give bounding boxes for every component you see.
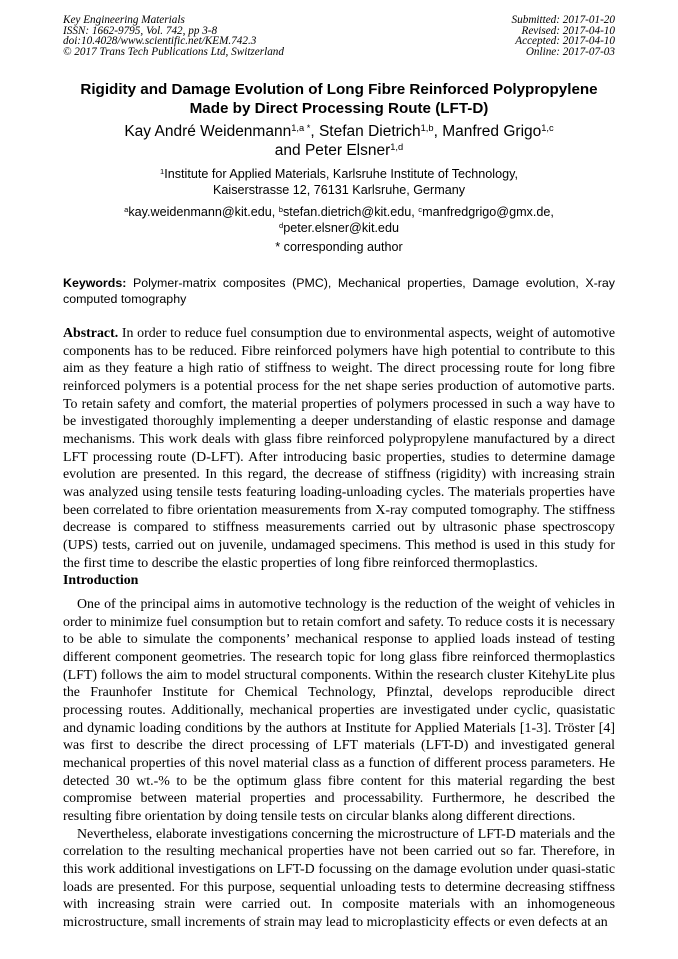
affiliation-line-1: Institute for Applied Materials, Karlsruhe Institute of Technology, xyxy=(164,167,518,181)
submitted-date: Submitted: 2017-01-20 xyxy=(511,14,615,26)
corresponding-author-note: * corresponding author xyxy=(275,240,403,254)
author-name: Peter Elsner xyxy=(304,142,391,159)
abstract-text: In order to reduce fuel consumption due to environmental aspects, weight of automotive components has to be reduced. Fibre reinforced polymers have high potential to contribute to this aim as they feature a high ratio of stiffness to weight. The direct processing route for long fibre reinforced polymers is a potential process for the net shape series production of automotive parts. To retain safety and comfort, the material properties of polymers processed in such a way have to be investigated thoroughly implementing a deeper understanding of elastic response and damage mechanisms. This work deals with glass fibre reinforced polypropylene manufactured by a direct LFT processing route (D-LFT). After introducing basic properties, studies to determine damage evolution are presented. In this regard, the decrease of stiffness (rigidity) with increasing strain was analyzed using tensile tests featuring loading-unloading cycles. The materials properties have been correlated to fibre orientation measurements from X-ray computed tomography. The stiffness decrease is compared to stiffness measurements carried out by ultrasonic phase spectroscopy (UPS) tests, carried out on juvenile, undamaged specimens. This method is used in this study for the first time to describe the elastic properties of long fibre reinforced thermoplastics. xyxy=(63,326,615,571)
section-heading-introduction: Introduction xyxy=(63,573,139,588)
email-link[interactable]: manfredgrigo@gmx.de xyxy=(422,205,551,219)
email-mark: b xyxy=(278,204,283,214)
author-list xyxy=(40,122,638,160)
email-link[interactable]: stefan.dietrich@kit.edu xyxy=(283,205,412,219)
paragraph: One of the principal aims in automotive technology is the reduction of the weight of vehicles in order to minimize fuel consumption but to retain comfort and safety. To reduce costs it is necessary to be able to simulate the components’ mechanical response to applied loads instead of testing different component geometries. The research topic for long glass fibre reinforced thermoplastics (LFT) follows the aim to model structural components. Within the research cluster KitehyLite plus the Fraunhofer Institute for Chemical Technology, Pfinztal, develops reproducible direct processing routes. Additionally, mechanical properties are investigated under cyclic, quasistatic and dynamic loading conditions by the authors at Institute for Applied Materials [1-3]. Tröster [4] was first to describe the direct processing of LFT materials (LFT-D) and investigated general mechanical properties of this novel material class as a function of different process parameters. He detected 30 wt.-% to be the optimum glass fibre content for this material regarding the best compromise between material properties and processability. Furthermore, he described the resulting fibre orientation by doing tensile tests on circular blanks along different directions. xyxy=(63,597,615,824)
keywords-text: Polymer-matrix composites (PMC), Mechanical properties, Damage evolution, X-ray computed tomography xyxy=(63,276,615,306)
email-mark: a xyxy=(124,204,129,214)
author-affiliation-mark: 1,b xyxy=(420,122,434,133)
abstract-label: Abstract. xyxy=(63,326,119,341)
title-line-1: Rigidity and Damage Evolution of Long Fibre Reinforced Polypropylene xyxy=(80,81,598,98)
paragraph: Nevertheless, elaborate investigations concerning the microstructure of LFT-D materials and the correlation to the resulting mechanical properties have not been carried out so far. Therefore, in this work additional investigations on LFT-D focussing on the damage evolution under quasi-static loads are presented. For this purpose, sequential unloading tests to determine decreasing stiffness with increasing strain were carried out. In composite materials with an inhomogeneous microstructure, small increments of strain may lead to microplasticity effects or even defects at an xyxy=(63,826,615,930)
email-link[interactable]: kay.weidenmann@kit.edu xyxy=(128,205,272,219)
accepted-date: Accepted: 2017-04-10 xyxy=(515,35,615,48)
author-name: Kay André Weidenmann xyxy=(124,123,292,140)
email-mark: d xyxy=(279,220,284,230)
author-name: Stefan Dietrich xyxy=(318,123,421,140)
journal-info xyxy=(63,15,284,57)
email-link[interactable]: peter.elsner@kit.edu xyxy=(283,220,399,235)
keywords-label: Keywords: xyxy=(63,276,127,290)
author-affiliation-mark: 1,c xyxy=(541,122,554,133)
abstract xyxy=(63,325,615,572)
copyright-line: © 2017 Trans Tech Publications Ltd, Switzerland xyxy=(63,45,284,58)
doi-line: doi:10.4028/www.scientific.net/KEM.742.3 xyxy=(63,35,257,48)
separator: and xyxy=(274,142,305,159)
author-name: Manfred Grigo xyxy=(442,123,542,140)
affiliation xyxy=(40,167,638,198)
title-line-2: Made by Direct Processing Route (LFT-D) xyxy=(189,100,489,117)
introduction-body xyxy=(63,596,615,931)
separator: , xyxy=(310,123,319,140)
affiliation-mark: 1 xyxy=(160,166,165,176)
email-list: $^a$kay.weidenmann@kit.edu, $^b$stefan.dietrich@kit.edu, $^c$manfredgrigo@gmx.de, $^d$peter.elsner@kit.edu xyxy=(124,204,554,235)
email-mark: c xyxy=(418,204,423,214)
issn-line: ISSN: 1662-9795, Vol. 742, pp 3-8 xyxy=(63,24,218,37)
journal-name: Key Engineering Materials xyxy=(63,14,185,26)
author-affiliation-mark: 1,d xyxy=(390,141,404,152)
paper-title xyxy=(40,80,638,118)
online-date: Online: 2017-07-03 xyxy=(525,45,615,58)
keywords xyxy=(63,276,615,307)
revised-date: Revised: 2017-04-10 xyxy=(521,24,615,37)
publication-dates xyxy=(512,15,615,57)
separator: , xyxy=(433,123,443,140)
author-affiliation-mark: 1,a * xyxy=(291,122,311,133)
affiliation-line-2: Kaiserstrasse 12, 76131 Karlsruhe, Germany xyxy=(213,182,465,197)
